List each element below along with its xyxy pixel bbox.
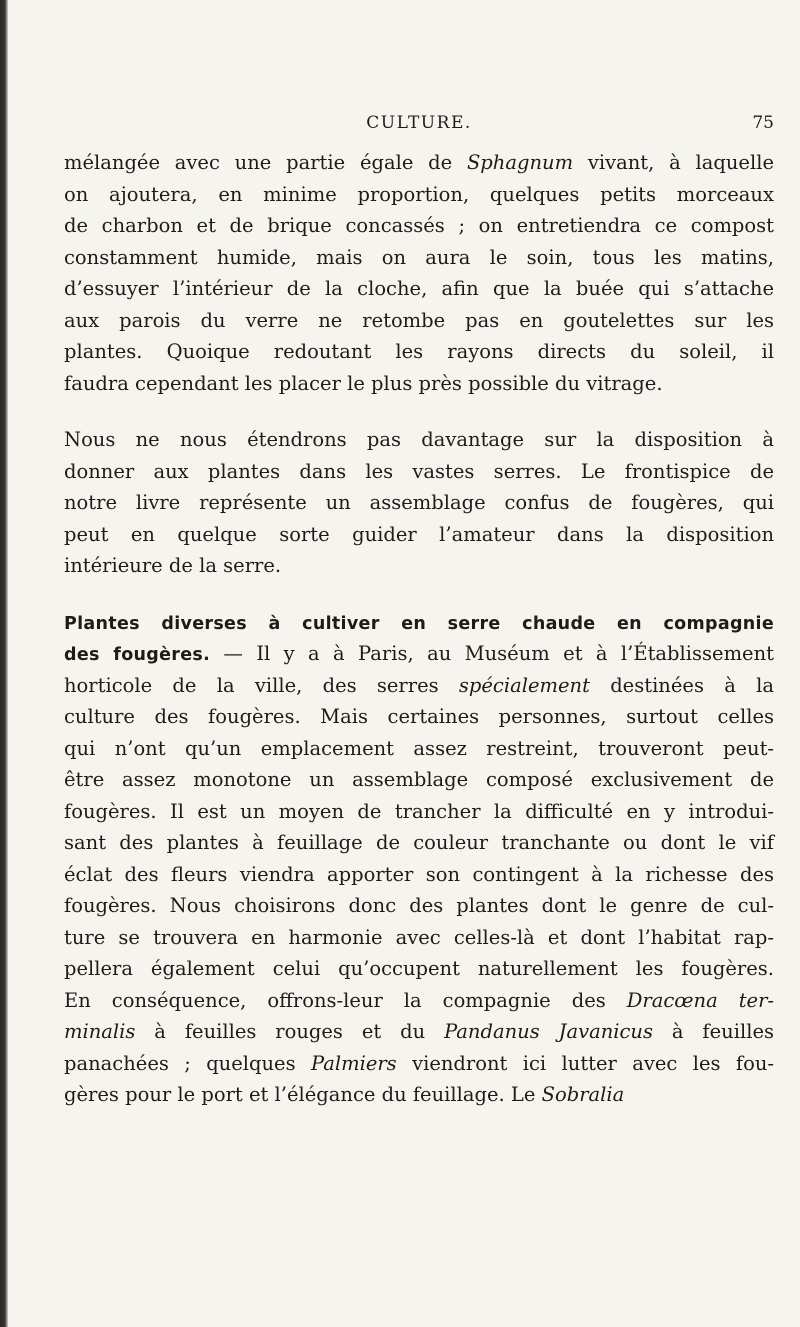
text-line [64, 607, 774, 639]
text-run: gères pour le port et l’élégance du feuillage. Le [64, 1083, 542, 1106]
section-heading: Plantes diverses à cultiver en serre chaude en compagnie [64, 613, 774, 634]
text-line [64, 827, 774, 859]
text-run: viendront ici lutter avec les fou- [396, 1051, 774, 1075]
text-line [64, 242, 774, 274]
italic-term: minalis [64, 1020, 136, 1043]
text-run: vivant, à laquelle [573, 151, 774, 174]
italic-term: Palmiers [310, 1051, 397, 1075]
italic-term: spécialement [458, 673, 590, 697]
text-line [64, 764, 774, 796]
text-run: éclat des fleurs viendra apporter son contingent à la richesse des [64, 862, 774, 886]
text-line [64, 890, 774, 922]
text-line [64, 368, 774, 400]
text-run: de charbon et de brique concassés ; on entretiendra ce compost [64, 214, 774, 237]
text-run: destinées à la [589, 673, 774, 697]
text-line [64, 1079, 774, 1111]
paragraph [64, 147, 774, 399]
text-run: ture se trouvera en harmonie avec celles-là et dont l’habitat rap- [64, 925, 774, 949]
text-run: à feuilles [653, 1020, 774, 1043]
text-run: intérieure de la serre. [64, 554, 282, 577]
text-run: pellera également celui qu’occupent naturellement les fougères. [64, 957, 774, 980]
text-line [64, 1048, 774, 1080]
paragraph-gap [64, 582, 774, 607]
italic-term: Pandanus Javanicus [444, 1020, 653, 1043]
italic-term: Sobralia [541, 1083, 625, 1106]
text-line [64, 796, 774, 828]
body-text [64, 147, 774, 1111]
text-line [64, 985, 774, 1017]
text-run: sant des plantes à feuillage de couleur tranchante ou dont le vif [64, 831, 774, 854]
text-line [64, 670, 774, 702]
text-line [64, 922, 774, 954]
section-heading: des fougères. [64, 645, 211, 665]
text-run: culture des fougères. Mais certaines personnes, surtout celles [64, 705, 774, 728]
text-line [64, 953, 774, 985]
text-run: Nous ne nous étendrons pas davantage sur la disposition à [64, 428, 774, 451]
paragraph [64, 424, 774, 582]
text-line [64, 210, 774, 242]
text-run: notre livre représente un assemblage confus de fougères, qui [64, 491, 774, 514]
text-run: fougères. Il est un moyen de trancher la difficulté en y introdui- [64, 799, 774, 823]
text-run: panachées ; quelques [64, 1051, 311, 1075]
text-run: on ajoutera, en minime proportion, quelques petits morceaux [64, 182, 774, 206]
text-line [64, 424, 774, 456]
running-title: CULTURE. [366, 113, 472, 133]
text-run: constamment humide, mais on aura le soin, tous les matins, [64, 245, 774, 269]
text-line [64, 179, 774, 211]
book-page-edge [0, 0, 8, 1327]
text-line [64, 487, 774, 519]
italic-term: Dracœna ter- [626, 988, 774, 1012]
paragraph-gap [64, 399, 774, 424]
text-line [64, 147, 774, 179]
text-run: d’essuyer l’intérieur de la cloche, afin que la buée qui s’attache [64, 277, 774, 300]
text-run: être assez monotone un assemblage composé exclusivement de [64, 768, 774, 791]
text-run: horticole de la ville, des serres [64, 673, 459, 697]
text-line [64, 550, 774, 582]
text-line [64, 456, 774, 488]
text-line [64, 733, 774, 765]
text-run: fougères. Nous choisirons donc des plantes dont le genre de cul- [64, 894, 774, 917]
text-line [64, 336, 774, 368]
text-run: — Il y a à Paris, au Muséum et à l’Établissement [210, 642, 774, 665]
page-number: 75 [752, 113, 774, 133]
text-run: mélangée avec une partie égale de [64, 151, 467, 174]
text-line [64, 519, 774, 551]
text-run: plantes. Quoique redoutant les rayons directs du soleil, il [64, 340, 774, 363]
text-line [64, 1016, 774, 1048]
text-run: donner aux plantes dans les vastes serres. Le frontispice de [64, 459, 774, 483]
italic-term: Sphagnum [466, 151, 574, 174]
text-line [64, 273, 774, 305]
text-run: à feuilles rouges et du [135, 1020, 445, 1043]
text-run: peut en quelque sorte guider l’amateur dans la disposition [64, 522, 774, 546]
text-run: aux parois du verre ne retombe pas en goutelettes sur les [64, 308, 774, 332]
text-line [64, 305, 774, 337]
text-line [64, 859, 774, 891]
text-run: faudra cependant les placer le plus près possible du vitrage. [64, 371, 663, 395]
text-line [64, 638, 774, 670]
paragraph [64, 607, 774, 1111]
text-run: En conséquence, offrons-leur la compagnie des [64, 988, 627, 1012]
text-line [64, 701, 774, 733]
text-run: qui n’ont qu’un emplacement assez restreint, trouveront peut- [64, 736, 774, 760]
running-header [64, 110, 774, 136]
